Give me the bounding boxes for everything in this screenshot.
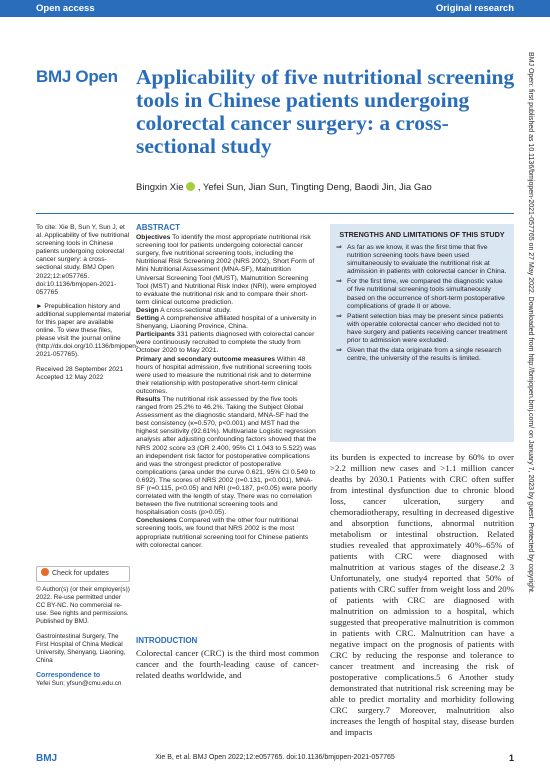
first-author[interactable]: Bingxin Xie [136,182,184,193]
abstract-conclusions: Conclusions Compared with the other four nutritional screening tools, we found that NRS 2002 is the most appropriate nutritional screening tool for Chinese patients with colorectal cancer. [136,517,309,549]
header-divider [36,213,514,214]
update-badge-icon [41,568,49,576]
abstract-setting: Setting A comprehensive affiliated hospital of a university in Shenyang, Liaoning Province, China. [136,315,317,331]
article-type-label: Original research [435,3,514,14]
citation-note: To cite: Xie B, Sun Y, Sun J, et al. Applicability of five nutritional screening tools in Chinese patients undergoing colorectal cancer surgery: a cross-sectional study. BMJ Open 2022;12:e057765. doi:10.1136/bmjopen-2021-057765 [36,224,130,296]
introduction-heading: INTRODUCTION [136,636,198,645]
body-text-right: its burden is expected to increase by 60% to over >2.2 million new cases and >1.1 million cancer deaths by 2030.1 Patients with CRC often suffer from intestinal dysfunction due to chronic blood loss, cancer ulceration, surgery and chemoradiotherapy, resulting in decreased digestive and absorption functions, abnormal nutrition metabolism or intestinal obstruction. Related studies revealed that approximately 40%–65% of patients with CRC were diagnosed with malnutrition at various stages of the disease.2 3 Unfortunately, one study4 reported that 50% of patients with CRC suffer from weight loss and 20% of patients with CRC are diagnosed with malnutrition on admission to a hospital, which suggested that preoperative malnutrition is common in patients with CRC. Malnutrition can have a negative impact on the prognosis of patients with CRC by reducing the response and tolerance to cancer treatment and increasing the risk of postoperative complications.5 6 Another study demonstrated that nutritional risk screening may be able to predict mortality and morbidity following CRC surgery.7 Moreover, malnutrition also increases the length of hospital stay, disease burden and impacts [330,452,514,737]
box-item: ⇒ As far as we know, it was the first time that five nutrition screening tools have been used simultaneously to evaluate the nutritional risk at admission in patients with colorectal cancer in China. [336,244,507,276]
check-updates-label: Check for updates [52,570,109,577]
side-download-note: BMJ Open: first published as 10.1136/bmjopen-2021-057765 on 27 May 2022. Downloaded from http://bmjopen.bmj.com/ on January 7, 2023 by guest. Protected by copyright. [527,52,534,594]
arrow-icon: ⇒ [336,312,342,320]
abstract-objectives: Objectives To identify the most appropriate nutritional risk screening tool for patients undergoing colorectal cancer surgery, five nutritional screening tools, including the Nutritional Risk Screening 2002 (NRS 2002), Short Form of Mini Nutritional Assessment (MNA-SF), Malnutrition Universal Screening Tool (MUST), Malnutrition Screening Tool (MST) and Nutritional Risk Index (NRI), were employed to evaluate the nutritional risk and to compare their short-term clinical outcome prediction. [136,234,317,306]
abstract [136,224,319,550]
other-authors: , Yefei Sun, Jian Sun, Tingting Deng, Baodi Jin, Jia Gao [197,182,432,193]
article-title: Applicability of five nutritional screening tools in Chinese patients undergoing colorectal cancer surgery: a cross-sectional study [136,65,515,158]
arrow-icon: ⇒ [336,244,342,251]
affiliation: Gastrointestinal Surgery, The First Hospital of China Medical University, Shenyang, Liaoning, China [36,633,126,664]
footer-logo: BMJ [36,753,58,764]
abstract-results: Results The nutritional risk assessed by the five tools ranged from 25.2% to 46.2%. Taking the Subject Global Assessment as the diagnostic standard, MNA-SF had the best consistency (κ=0.570, p<0.001) and MST had the highest sensitivity (92.61%). Multivariate Logistic regression analysis after adjusting confounding factors showed that the NRS 2002 score ≥3 (OR 2.400, 95% CI 1.043 to 5.522) was an independent risk factor for postoperative complications and was the strongest predictor of postoperative complications (area under the curve 0.621, 95% CI 0.549 to 0.692). The scores of NRS 2002 (r=0.131, p<0.001), MNA-SF (r=0.115, p<0.05) and NRI (r=0.187, p<0.05) were poorly correlated with the length of stay. There was no correlation between the five nutritional screening tools and hospitalisation costs (p>0.05). [136,395,317,517]
box-item: ⇒ Given that the data originate from a single research centre, the university of the results is limited. [336,347,502,363]
introduction-text: Colorectal cancer (CRC) is the third most common cancer and the fourth-leading cause of cancer-related deaths worldwide, and [136,648,319,680]
sidebar-bottom [36,586,131,688]
orcid-icon[interactable] [186,182,195,191]
abstract-heading: ABSTRACT [136,223,180,232]
strengths-limitations-box [330,224,514,442]
author-list [136,182,432,193]
arrow-icon: ⇒ [336,278,342,286]
page-footer [36,750,514,770]
correspondence-heading: Correspondence to [36,672,101,679]
accepted-date: Accepted 12 May 2022 [36,373,104,381]
left-sidebar [36,224,139,388]
journal-logo: BMJ Open [36,67,118,86]
prepublication-note[interactable]: ► Prepublication history and additional supplemental material for this paper are available online. To view these files, please visit the journal online (http://dx.doi.org/10.1136/bmjopen-2021-057765). [36,302,139,359]
page-number: 1 [508,753,514,763]
box-item: ⇒ Patient selection bias may be present since patients with operable colorectal cancer who decided not to have surgery and patients receiving cancer treatment prior to admission were excluded. [336,312,508,345]
footer-citation: Xie B, et al. BMJ Open 2022;12:e057765. doi:10.1136/bmjopen-2021-057765 [155,754,395,761]
box-heading: STRENGTHS AND LIMITATIONS OF THIS STUDY [339,230,505,239]
received-date: Received 28 September 2021 [36,365,124,373]
copyright-note: © Author(s) (or their employer(s)) 2022. Re-use permitted under CC BY-NC. No commercial re-use. See rights and permissions. Published by BMJ. [36,586,130,625]
abstract-design: Design A cross-sectional study. [136,306,232,314]
box-item: ⇒ For the first time, we compared the diagnostic value of five nutritional screening tools simultaneously based on the occurrence of short-term postoperative complications of grade II or above. [336,278,505,310]
check-for-updates-button[interactable] [36,566,130,582]
arrow-icon: ⇒ [336,347,342,355]
abstract-outcomes: Primary and secondary outcome measures Within 48 hours of hospital admission, five nutritional screening tools were used to measure the nutritional risk and to determine their relationship with postoperative short-term clinical outcomes. [136,355,312,395]
open-access-label: Open access [36,3,95,14]
correspondence-contact[interactable]: Yefei Sun; yfsun@cmu.edu.cn [36,680,122,687]
abstract-participants: Participants 331 patients diagnosed with colorectal cancer were continuously recruited to complete the study from October 2020 to May 2021. [136,331,315,355]
top-banner [0,0,550,17]
